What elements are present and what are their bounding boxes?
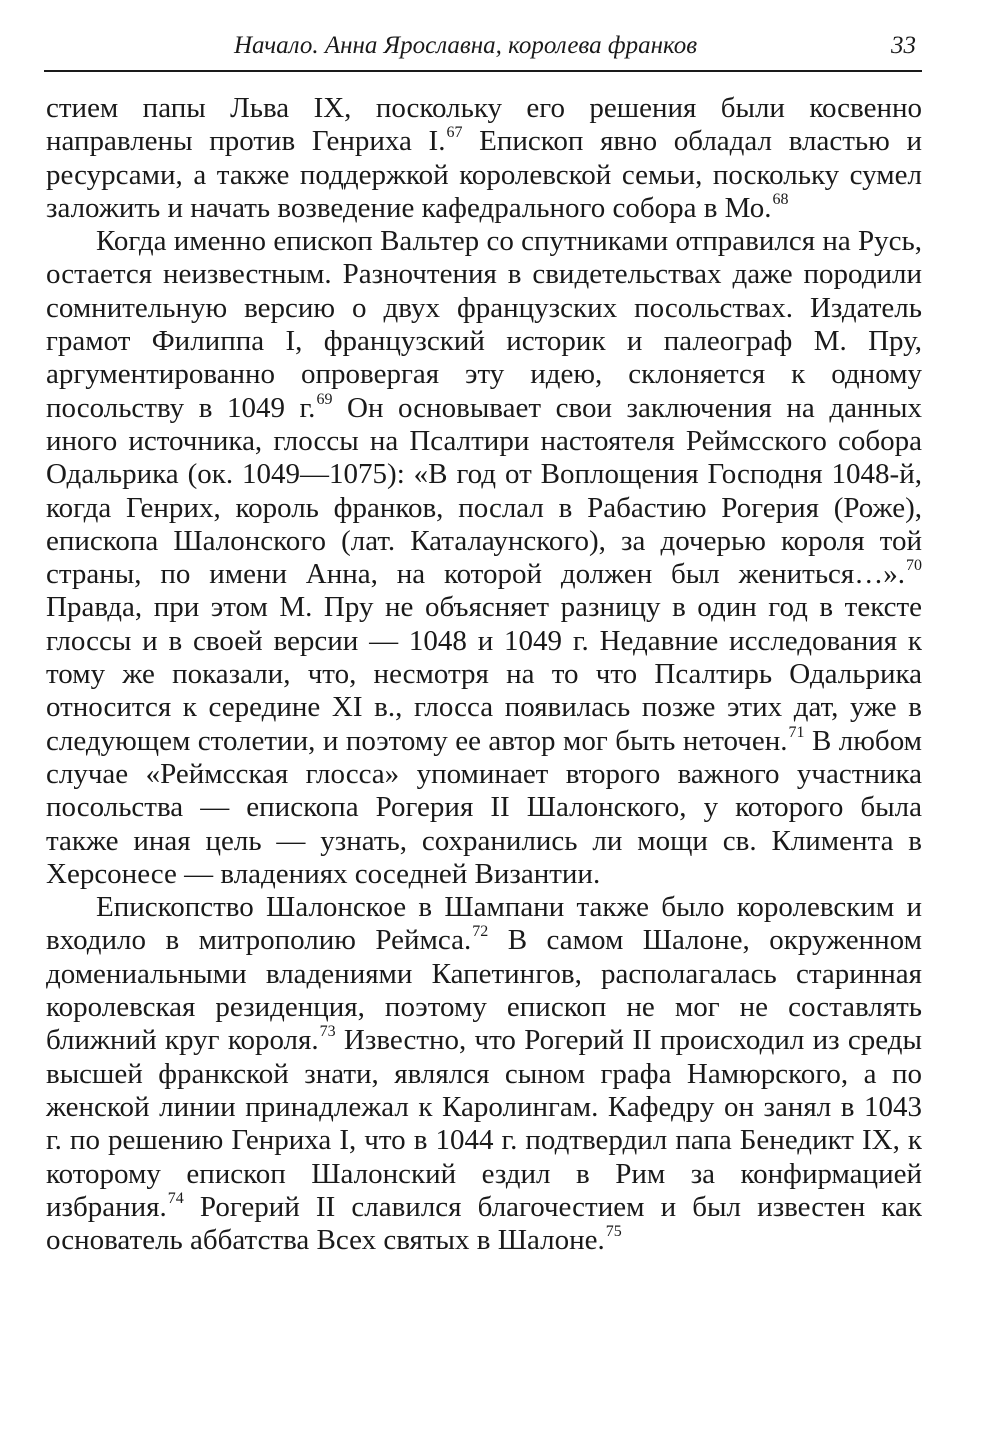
paragraph-text: Рогерий II славился благочестием и был известен как основатель аббатства Всех святых в Шалоне.	[46, 1190, 922, 1257]
footnote-ref: 70	[906, 557, 922, 575]
footnote-ref: 73	[319, 1023, 336, 1041]
page-number: 33	[891, 32, 916, 59]
footnote-ref: 69	[316, 390, 333, 408]
paragraph-text: Епископ явно обладал властью и ресурсами, а также поддержкой королевской семьи, поскольку сумел заложить и начать возведение кафедрального собора в Мо.	[46, 125, 922, 224]
paragraph-text: Когда именно епископ Вальтер со спутниками отправился на Русь, остается неизвестным. Разночтения в свидетельствах даже породили сомнительную версию о двух французских посольствах. Издатель грамот Филиппа I, французский историк и палеограф М. Пру, аргументированно опровергая эту идею, склоняется к одному посольству в 1049 г.	[46, 225, 922, 424]
footnote-ref: 67	[446, 124, 463, 142]
paragraph-text: В любом случае «Реймсская глосса» упоминает второго важного участника посольства — епископа Рогерия II Шалонского, у которого была также иная цель — узнать, сохранились ли мощи св. Климента в Херсонесе — владениях соседней Византии.	[46, 724, 922, 890]
paragraph-text: Епископство Шалонское в Шампани также было королевским и входило в митрополию Реймса.	[46, 891, 922, 957]
paragraph	[46, 92, 922, 225]
running-title: Начало. Анна Ярославна, королева франков	[234, 32, 698, 59]
footnote-ref: 72	[472, 923, 489, 941]
header-rule	[44, 70, 922, 72]
footnote-ref: 75	[605, 1223, 622, 1241]
footnote-ref: 71	[788, 723, 805, 741]
paragraph-text: Он основывает свои заключения на данных иного источника, глоссы на Псалтири настоятеля Реймсского собора Одальрика (ок. 1049—1075): «В год от Воплощения Господня 1048-й, когда Генрих, король франков, послал в Рабастию Рогерия (Роже), епископа Шалонского (лат. Каталаунского), за дочерью короля той страны, по имени Анна, на которой должен был жениться…».	[46, 391, 922, 591]
footnote-ref: 74	[167, 1189, 184, 1207]
paragraph-text: Известно, что Рогерий II происходил из среды высшей франкской знати, являлся сыном графа Намюрского, а по женской линии принадлежал к Каролингам. Кафедру он занял в 1043 г. по решению Генриха I, что в 1044 г. подтвердил папа Бенедикт IX, к которому епископ Шалонский ездил в Рим за конфирмацией избрания.	[46, 1024, 922, 1223]
paragraph	[46, 891, 922, 1257]
paragraph-text: стием папы Льва IX, поскольку его решения были косвенно направлены против Генриха I.	[46, 92, 922, 158]
body-text	[46, 92, 922, 1257]
paragraph-text: В самом Шалоне, окруженном домениальными владениями Капетингов, располагалась старинная королевская резиденция, поэтому епископ не мог не составлять ближний круг короля.	[46, 924, 922, 1057]
running-head	[44, 28, 920, 68]
paragraph	[46, 225, 922, 891]
paragraph-text: Правда, при этом М. Пру не объясняет разницу в один год в тексте глоссы и в своей версии — 1048 и 1049 г. Недавние исследования к тому же показали, что, несмотря на то что Псалтирь Одальрика относится к середине XI в., глосса появилась позже этих дат, уже в следующем столетии, и поэтому ее автор мог быть неточен.	[46, 591, 922, 757]
footnote-ref: 68	[772, 190, 789, 208]
